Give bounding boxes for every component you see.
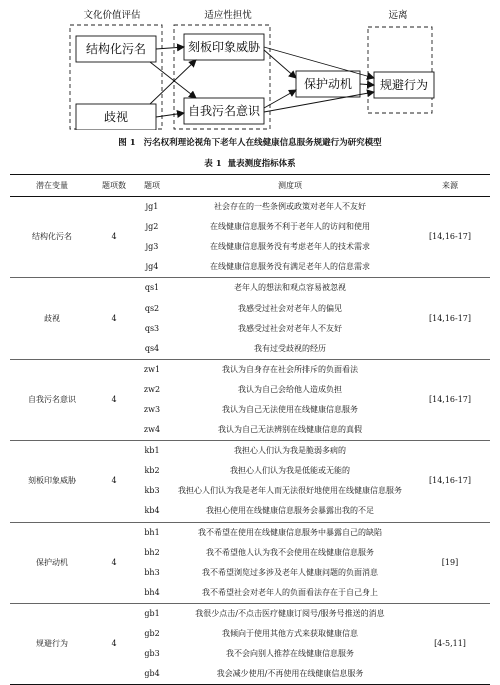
research-model-diagram — [0, 0, 500, 130]
source-cell: [14,16-17] — [428, 476, 472, 486]
table-group — [10, 359, 490, 440]
item-code-cell: gb3 — [144, 649, 160, 659]
item-code-cell: gb4 — [144, 669, 160, 679]
table-group — [10, 278, 490, 359]
item-text-cell: 社会存在的一些条例或政策对老年人不友好 — [214, 202, 366, 212]
variable-cell: 规避行为 — [36, 639, 68, 649]
count-cell: 4 — [111, 313, 117, 323]
item-text-cell: 我很少点击/不点击医疗健康订阅号/服务号推送的消息 — [195, 608, 385, 618]
table-group — [10, 603, 490, 684]
count-cell: 4 — [111, 232, 117, 242]
group-label-distance: 远离 — [388, 10, 408, 21]
item-code-cell: kb3 — [144, 486, 160, 496]
source-cell: [14,16-17] — [428, 394, 472, 404]
source-cell: [19] — [441, 557, 459, 567]
item-text-cell: 我会减少使用/不再使用在线健康信息服务 — [216, 669, 364, 679]
item-text-cell: 老年人的想法和观点容易被忽视 — [234, 283, 346, 293]
item-text-cell: 我担心人们认为我是老年人而无法很好地使用在线健康信息服务 — [178, 486, 402, 496]
item-code-cell: jg1 — [145, 202, 159, 212]
item-code-cell: bh3 — [144, 567, 160, 577]
item-text-cell: 我担心人们认为我是脆弱多病的 — [234, 446, 346, 456]
item-text-cell: 我担心使用在线健康信息服务会暴露出我的不足 — [206, 506, 374, 516]
item-code-cell: zw4 — [143, 425, 161, 435]
table-row — [10, 522, 490, 543]
item-text-cell: 我感受过社会对老年人的偏见 — [238, 303, 342, 313]
item-code-cell: gb1 — [144, 608, 160, 618]
group-label-adaptive: 适应性担忧 — [204, 10, 252, 21]
item-text-cell: 我不希望社会对老年人的负面看法存在于自己身上 — [202, 587, 378, 597]
item-text-cell: 我感受过社会对老年人不友好 — [238, 323, 342, 333]
table-caption-text: 量表测度指标体系 — [227, 159, 296, 169]
item-text-cell: 我担心人们认为我是低能或无能的 — [230, 466, 350, 476]
node-self-stigma: 自我污名意识 — [187, 104, 261, 118]
item-text-cell: 我认为自己无法辨别在线健康信息的真假 — [218, 425, 362, 435]
source-cell: [14,16-17] — [428, 313, 472, 323]
table-group — [10, 197, 490, 278]
item-code-cell: bh2 — [144, 547, 160, 557]
group-label-cognitive: 文化价值评估 — [83, 10, 141, 21]
variable-cell: 自我污名意识 — [28, 394, 76, 404]
variable-cell: 歧视 — [44, 313, 60, 323]
arrow-structural-to-self — [150, 62, 196, 98]
item-code-cell: qs1 — [144, 283, 160, 293]
header-count: 题项数 — [102, 180, 126, 190]
item-code-cell: kb4 — [144, 506, 160, 516]
header-source: 来源 — [442, 180, 458, 190]
arrow-structural-to-stereotype — [156, 47, 184, 49]
table-group — [10, 441, 490, 522]
item-text-cell: 在线健康信息服务没有考虑老年人的技术需求 — [210, 242, 370, 252]
source-cell: [14,16-17] — [428, 232, 472, 242]
item-text-cell: 在线健康信息服务不利于老年人的访问和使用 — [210, 222, 370, 232]
table-caption-number: 表 1 — [204, 159, 222, 169]
item-text-cell: 我不会向别人推荐在线健康信息服务 — [226, 649, 354, 659]
figure-caption-text: 污名权利理论视角下老年人在线健康信息服务规避行为研究模型 — [143, 138, 382, 148]
header-variable: 潜在变量 — [36, 180, 68, 190]
item-text-cell: 我不希望在使用在线健康信息服务中暴露自己的缺陷 — [198, 527, 382, 537]
node-avoidance: 规避行为 — [379, 78, 429, 92]
item-code-cell: qs2 — [144, 303, 160, 313]
variable-cell: 结构化污名 — [32, 232, 72, 242]
item-code-cell: zw3 — [143, 404, 161, 414]
arrow-protective-to-avoidance — [360, 84, 374, 85]
table-row — [10, 359, 490, 380]
arrow-discrimination-to-stereotype — [150, 60, 196, 104]
item-text-cell: 我有过受歧视的经历 — [254, 343, 326, 353]
item-code-cell: bh1 — [144, 527, 160, 537]
table-row — [10, 441, 490, 462]
item-text-cell: 我认为自身存在社会所排斥的负面看法 — [222, 364, 358, 374]
node-protective-motivation: 保护动机 — [303, 77, 353, 91]
node-stereotype-threat: 刻板印象威胁 — [187, 40, 261, 54]
table-caption — [0, 157, 500, 169]
item-code-cell: zw1 — [143, 364, 161, 374]
item-text-cell: 我不希望浏览过多涉及老年人健康问题的负面消息 — [202, 567, 378, 577]
table-group — [10, 522, 490, 603]
item-code-cell: bh4 — [144, 587, 160, 597]
table-header-row — [10, 175, 490, 197]
header-code: 题项 — [144, 180, 160, 190]
item-code-cell: qs3 — [144, 323, 160, 333]
table-row — [10, 197, 490, 218]
variable-cell: 保护动机 — [36, 557, 68, 567]
item-text-cell: 在线健康信息服务没有满足老年人的信息需求 — [210, 262, 370, 272]
item-code-cell: jg4 — [145, 262, 159, 272]
item-text-cell: 我不希望他人认为我不会使用在线健康信息服务 — [206, 547, 374, 557]
count-cell: 4 — [111, 394, 117, 404]
item-text-cell: 我倾向于使用其他方式来获取健康信息 — [222, 629, 358, 639]
item-code-cell: kb1 — [144, 446, 160, 456]
measurement-table — [10, 174, 490, 685]
figure-caption — [0, 136, 500, 148]
table-row — [10, 278, 490, 299]
variable-cell: 刻板印象威胁 — [28, 476, 76, 486]
header-item: 测度项 — [278, 180, 302, 190]
figure-caption-number: 图 1 — [118, 138, 136, 148]
item-text-cell: 我认为自己无法使用在线健康信息服务 — [222, 404, 358, 414]
item-code-cell: jg2 — [145, 222, 159, 232]
node-discrimination: 歧视 — [103, 110, 129, 124]
item-code-cell: kb2 — [144, 466, 160, 476]
item-code-cell: qs4 — [144, 343, 160, 353]
item-code-cell: gb2 — [144, 629, 160, 639]
item-text-cell: 我认为自己会给他人造成负担 — [238, 384, 342, 394]
arrow-discrimination-to-self — [156, 113, 184, 117]
count-cell: 4 — [111, 557, 117, 567]
count-cell: 4 — [111, 639, 117, 649]
group-box-distance — [368, 27, 432, 113]
count-cell: 4 — [111, 476, 117, 486]
source-cell: [4-5,11] — [434, 639, 466, 649]
table-row — [10, 603, 490, 624]
item-code-cell: jg3 — [145, 242, 159, 252]
item-code-cell: zw2 — [143, 384, 161, 394]
arrow-self-to-protective — [264, 90, 296, 108]
node-structural-stigma: 结构化污名 — [85, 42, 147, 56]
